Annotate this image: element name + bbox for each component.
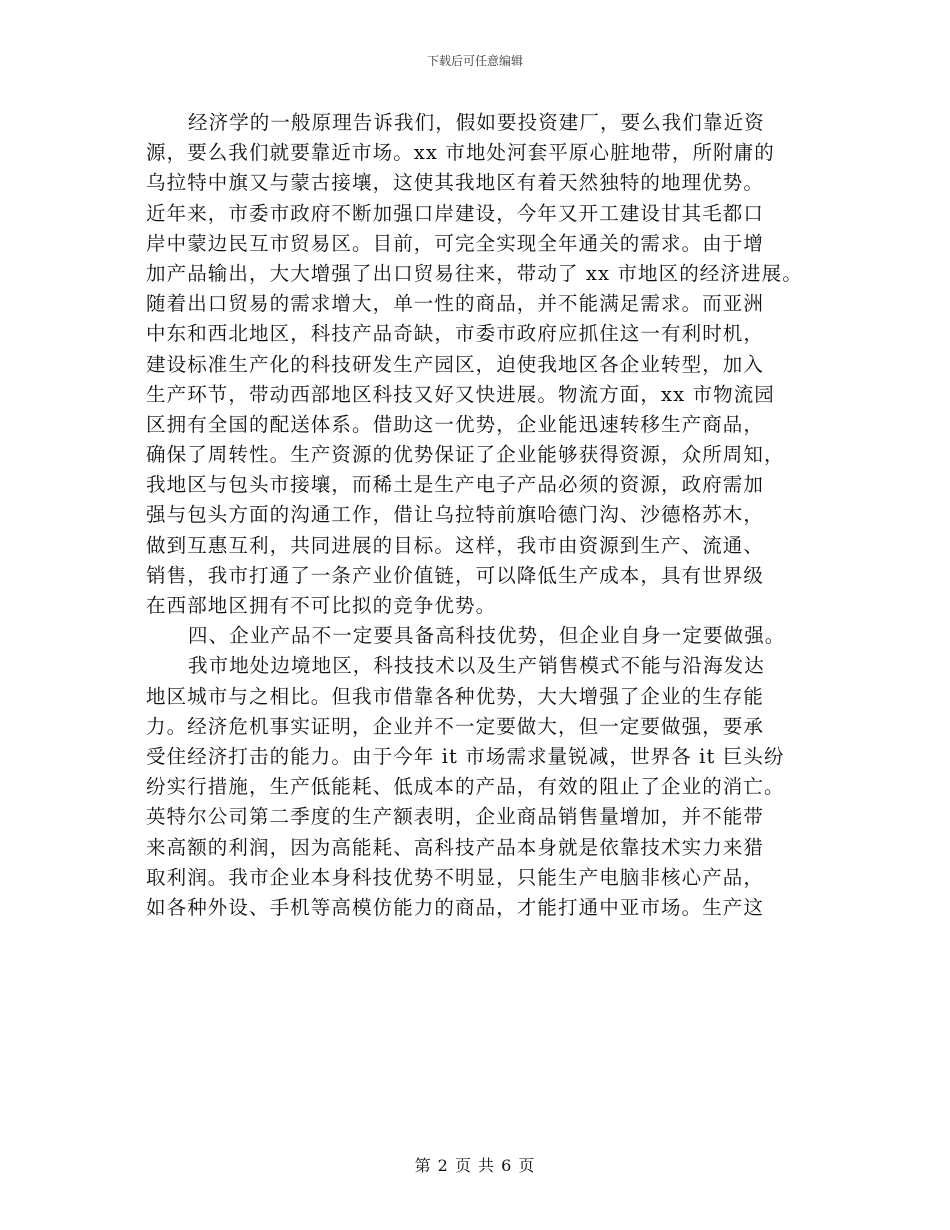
section-heading: 四、企业产品不一定要具备高科技优势，但企业自身一定要做强。 — [188, 624, 786, 648]
paragraph-line: 确保了周转性。生产资源的优势保证了企业能够获得资源，众所周知， — [146, 443, 785, 467]
paragraph-line: 做到互惠互利，共同进展的目标。这样，我市由资源到生产、流通、 — [146, 533, 765, 557]
paragraph-line: 销售，我市打通了一条产业价值链，可以降低生产成本，具有世界级 — [146, 563, 765, 587]
paragraph-line: 加产品输出，大大增强了出口贸易往来，带动了 xx 市地区的经济进展。 — [146, 261, 803, 285]
paragraph-line: 源，要么我们就要靠近市场。xx 市地处河套平原心脏地带，所附庸的 — [146, 141, 775, 165]
paragraph-line: 我市地处边境地区，科技技术以及生产销售模式不能与沿海发达 — [188, 654, 765, 678]
paragraph-line: 英特尔公司第二季度的生产额表明，企业商品销售量增加，并不能带 — [146, 805, 765, 829]
paragraph-line: 区拥有全国的配送体系。借助这一优势，企业能迅速转移生产商品， — [146, 412, 765, 436]
page-number: 第 2 页 共 6 页 — [414, 1156, 536, 1175]
paragraph-line: 中东和西北地区，科技产品奇缺，市委市政府应抓住这一有利时机， — [146, 322, 765, 346]
paragraph-line: 纷实行措施，生产低能耗、低成本的产品，有效的阻止了企业的消亡。 — [146, 775, 785, 799]
paragraph-line: 取利润。我市企业本身科技优势不明显，只能生产电脑非核心产品， — [146, 865, 765, 889]
paragraph-line: 乌拉特中旗又与蒙古接壤，这使其我地区有着天然独特的地理优势。 — [146, 171, 765, 195]
paragraph-line: 经济学的一般原理告诉我们，假如要投资建厂，要么我们靠近资 — [188, 111, 765, 134]
paragraph-line: 力。经济危机事实证明，企业并不一定要做大，但一定要做强，要承 — [146, 714, 765, 738]
paragraph-line: 如各种外设、手机等高模仿能力的商品，才能打通中亚市场。生产这 — [146, 895, 765, 919]
paragraph-line: 近年来，市委市政府不断加强口岸建设，今年又开工建设甘其毛都口 — [146, 201, 765, 225]
paragraph-line: 生产环节，带动西部地区科技又好又快进展。物流方面，xx 市物流园 — [146, 382, 775, 406]
paragraph-line: 受住经济打击的能力。由于今年 it 市场需求量锐减，世界各 it 巨头纷 — [146, 744, 785, 768]
paragraph-line: 随着出口贸易的需求增大，单一性的商品，并不能满足需求。而亚洲 — [146, 292, 765, 316]
paragraph-line: 岸中蒙边民互市贸易区。目前，可完全实现全年通关的需求。由于增 — [146, 231, 765, 255]
paragraph-line: 我地区与包头市接壤，而稀土是生产电子产品必须的资源，政府需加 — [146, 473, 765, 497]
document-body — [146, 108, 816, 923]
paragraph-line: 地区城市与之相比。但我市借靠各种优势，大大增强了企业的生存能 — [146, 684, 765, 708]
paragraph-line: 强与包头方面的沟通工作，借让乌拉特前旗哈德门沟、沙德格苏木， — [146, 503, 765, 527]
paragraph-line: 来高额的利润，因为高能耗、高科技产品本身就是依靠技术实力来猎 — [146, 835, 765, 859]
page-header: 下载后可任意编辑 — [426, 54, 523, 68]
paragraph-line: 在西部地区拥有不可比拟的竞争优势。 — [146, 594, 497, 617]
paragraph-line: 建设标准生产化的科技研发生产园区，迫使我地区各企业转型，加入 — [146, 352, 765, 376]
